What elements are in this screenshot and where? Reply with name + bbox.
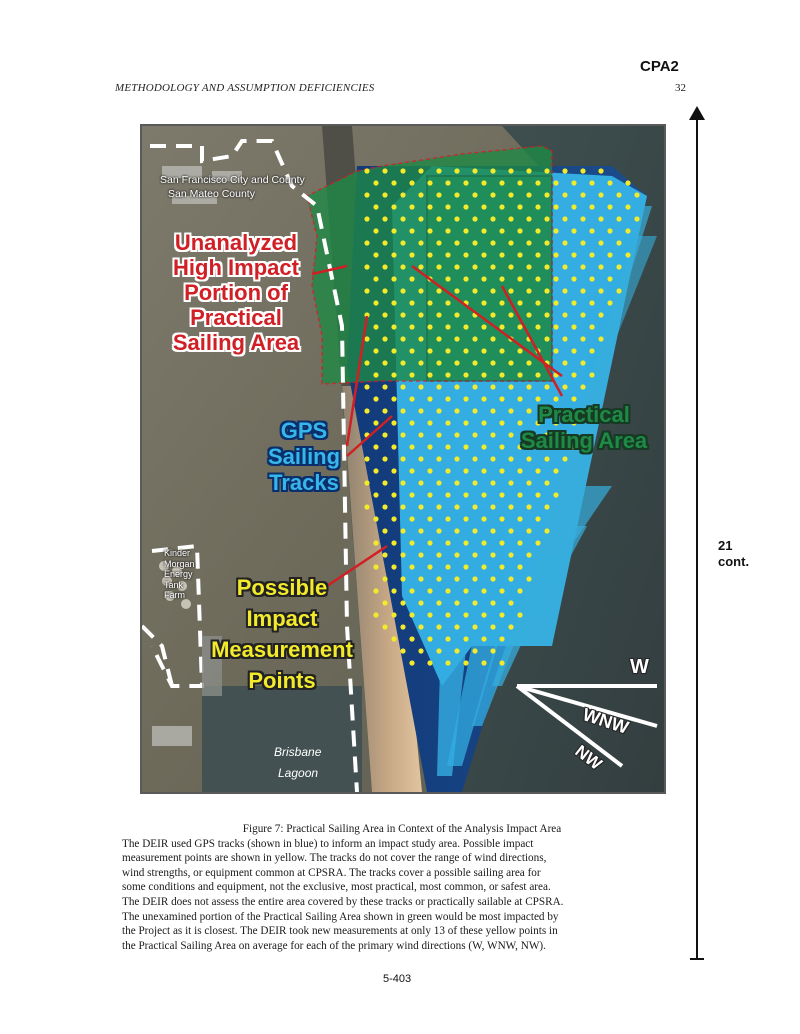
lagoon-line: Brisbane: [274, 745, 322, 759]
margin-bracket-line: [696, 118, 698, 960]
callout-line: Possible: [236, 575, 328, 600]
tank-farm-line: Kinder: [164, 548, 191, 558]
callout-line: Points: [248, 668, 316, 693]
caption-line: The DEIR used GPS tracks (shown in blue) to inform an impact study area. Possible impact: [122, 837, 534, 850]
gps-callout: [254, 418, 354, 496]
caption-line: wind strengths, or equipment common at CPSRA. The tracks cover a possible sailing area for: [122, 866, 541, 879]
callout-line: Sailing: [267, 444, 341, 469]
wind-label-nw: NW: [571, 741, 606, 774]
lagoon-label: [274, 742, 321, 784]
caption-line: The unexamined portion of the Practical Sailing Area shown in green would be most impacted by: [122, 910, 559, 923]
callout-line: Practical: [190, 305, 282, 330]
county-line-label-sf: San Francisco City and County: [160, 174, 305, 186]
callout-line: Sailing Area: [172, 330, 300, 355]
caption-line: The DEIR does not assess the entire area covered by these tracks or practically sailable at CPSRA.: [122, 895, 564, 908]
tank-farm-label: [164, 548, 195, 601]
tank-farm-line: Farm: [164, 590, 185, 600]
tank-farm-line: Energy: [164, 569, 193, 579]
callout-line: Sailing Area: [520, 428, 648, 453]
map-text-layer: [142, 126, 664, 792]
caption-line: the Project as it is closest. The DEIR took new measurements at only 13 of these yellow points in: [122, 925, 558, 938]
unanalyzed-callout: [156, 230, 316, 355]
page-number: 32: [675, 82, 686, 94]
caption-line: some conditions and equipment, not the exclusive, most practical, most common, or safest area.: [122, 881, 551, 894]
tank-farm-line: Morgan: [164, 558, 195, 569]
caption-title: Figure 7: Practical Sailing Area in Context of the Analysis Impact Area: [242, 823, 562, 835]
footer-page-label: 5-403: [383, 973, 412, 985]
practical-callout: [504, 402, 664, 454]
lagoon-line: Lagoon: [278, 766, 319, 780]
aerial-map-figure: [140, 124, 666, 794]
wind-label-w: W: [630, 656, 649, 678]
comment-continuation-label: [718, 538, 749, 570]
tank-farm-line: Tank: [164, 579, 184, 590]
caption-line: the Practical Sailing Area on average for each of the primary wind directions (W, WNW, NW).: [122, 939, 546, 952]
callout-line: Practical: [538, 402, 630, 427]
callout-line: High Impact: [173, 255, 299, 280]
callout-line: Impact: [246, 606, 318, 631]
callout-line: GPS: [280, 418, 328, 443]
callout-line: Unanalyzed: [174, 230, 298, 255]
figure-caption: [122, 822, 682, 953]
cpa-label: CPA2: [640, 58, 679, 75]
callout-line: Portion of: [184, 280, 288, 305]
comment-number: 21: [718, 538, 733, 553]
caption-line: measurement points are shown in yellow. The tracks do not cover the range of wind directions,: [122, 852, 547, 865]
running-head: METHODOLOGY AND ASSUMPTION DEFICIENCIES: [115, 82, 375, 94]
county-line-label-sm: San Mateo County: [168, 188, 255, 200]
margin-bracket-foot: [690, 958, 704, 960]
comment-cont: cont.: [718, 554, 750, 569]
callout-line: Measurement: [211, 637, 353, 662]
wind-label-wnw: WNW: [580, 704, 632, 738]
impact-callout: [202, 572, 362, 696]
callout-line: Tracks: [269, 470, 339, 495]
